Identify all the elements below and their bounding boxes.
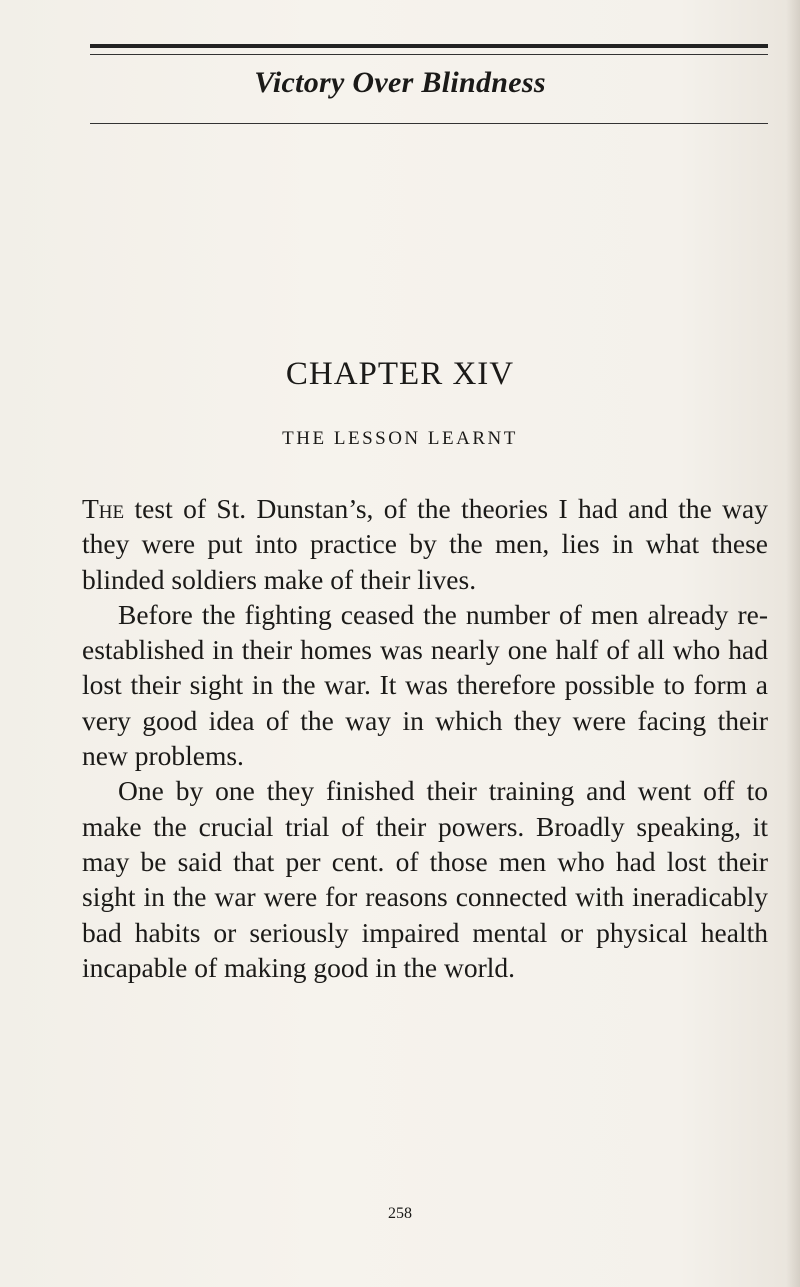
header-rule-thick [90,44,768,48]
paragraph-2: Before the fighting ceased the number of men already re-established in their homes was nearly one half of all who had lost their sight in the war. It was therefore possible to form a very good idea of the way in which they were facing their new problems. [82,598,768,772]
running-title: Victory Over Blindness [254,66,546,99]
paragraph-1-text: test of St. Dunstan’s, of the theories I had and the way they were put into practice by the men, lies in what these blinded soldiers make of their lives. [82,493,768,595]
paragraph-3: One by one they finished their training and went off to make the crucial trial of their powers. Broadly speaking, it may be said that per cent. of those men who had lost their sight in the war were for reasons connected with ineradicably bad habits or seriously impaired mental or physical health incapable of making good in the world. [82,775,768,983]
page-number: 258 [388,1205,412,1222]
chapter-title: CHAPTER XIV [285,356,515,392]
paragraph-1-lead: The [82,493,125,524]
body-text [82,491,768,985]
header-rule-bottom [90,123,768,124]
paragraph-1 [82,491,768,597]
header-rule-thin [90,54,768,55]
page-edge-shadow [786,0,800,1287]
chapter-subtitle: THE LESSON LEARNT [282,428,518,449]
